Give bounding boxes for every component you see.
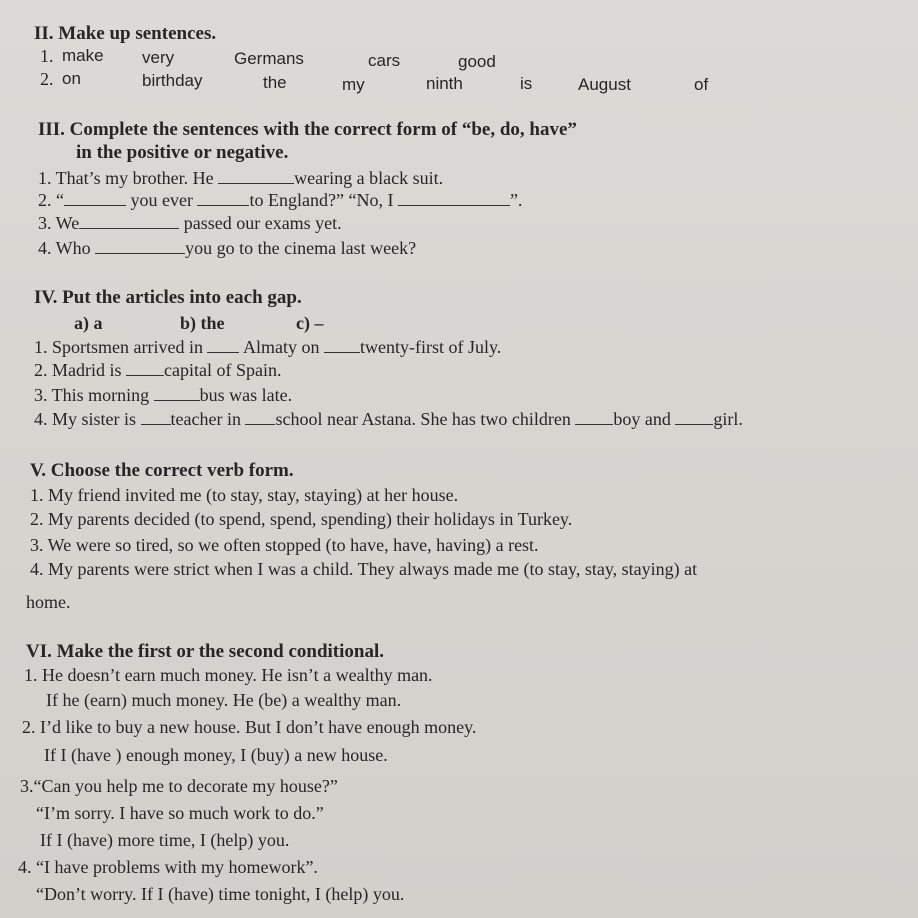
s3-item-3: [38, 212, 342, 234]
s3-item-4-start: 4. Who: [38, 238, 91, 258]
s5-item-4: 4. My parents were strict when I was a child. They always made me (to stay, stay, staying) at: [30, 559, 698, 579]
s4-item-1: [34, 336, 501, 358]
section-2-heading: II. Make up sentences.: [34, 23, 217, 44]
s4-item-4-blank-1[interactable]: [141, 408, 171, 425]
s4-item-4-mid-3: boy and: [613, 409, 671, 429]
s4-item-2-start: 2. Madrid is: [34, 360, 122, 380]
s4-item-4-blank-2[interactable]: [245, 408, 275, 425]
s4-option-b: b) the: [180, 313, 225, 333]
section-3-heading: III. Complete the sentences with the correct form of “be, do, have”: [38, 119, 577, 140]
s3-item-2-blank-1[interactable]: [64, 189, 126, 206]
s3-item-2: [38, 189, 522, 211]
s4-item-4-blank-4[interactable]: [675, 408, 713, 425]
section-5-heading: V. Choose the correct verb form.: [30, 460, 294, 481]
s4-item-1-end: twenty-first of July.: [360, 337, 502, 357]
s5-item-4-cont: home.: [26, 592, 71, 612]
s4-item-3-blank[interactable]: [154, 384, 200, 401]
s6-item-2-task: If I (have ) enough money, I (buy) a new house.: [44, 745, 388, 765]
s3-item-3-blank[interactable]: [79, 212, 179, 229]
s4-item-2: [34, 359, 281, 381]
s5-item-2: 2. My parents decided (to spend, spend, spending) their holidays in Turkey.: [30, 509, 573, 529]
s4-item-1-blank-1[interactable]: [207, 336, 239, 353]
s2-row1-word-4: cars: [368, 51, 401, 70]
s3-item-2-blank-3[interactable]: [398, 189, 510, 206]
s4-item-4-blank-3[interactable]: [575, 408, 613, 425]
s2-row1-word-1: make: [62, 46, 104, 65]
s3-item-1-end: wearing a black suit.: [294, 168, 444, 188]
s3-item-2-blank-2[interactable]: [197, 189, 249, 206]
section-3-heading-cont: in the positive or negative.: [76, 142, 289, 163]
s4-item-4-start: 4. My sister is: [34, 409, 137, 429]
s2-row1-number: 1.: [40, 46, 54, 66]
s4-item-4-mid-2: school near Astana. She has two children: [275, 409, 571, 429]
s2-row1-word-2: very: [142, 48, 175, 67]
s3-item-4-end: you go to the cinema last week?: [185, 238, 417, 258]
s5-item-3: 3. We were so tired, so we often stopped (to have, have, having) a rest.: [30, 535, 539, 555]
s2-row2-word-3: the: [263, 73, 287, 92]
s6-item-2: 2. I’d like to buy a new house. But I don’t have enough money.: [22, 717, 477, 737]
s6-item-4: 4. “I have problems with my homework”.: [18, 857, 318, 877]
s6-item-3-reply: “I’m sorry. I have so much work to do.”: [36, 803, 324, 823]
section-6-heading: VI. Make the first or the second conditional.: [26, 641, 384, 662]
s2-row2-word-7: August: [578, 75, 631, 94]
s4-item-1-start: 1. Sportsmen arrived in: [34, 337, 203, 357]
s6-item-4-task: “Don’t worry. If I (have) time tonight, I (help) you.: [36, 884, 405, 904]
s4-option-c: c) –: [296, 313, 324, 333]
s4-item-2-end: capital of Spain.: [164, 360, 282, 380]
s4-item-4-mid-1: teacher in: [170, 409, 241, 429]
s2-row2-number: 2.: [40, 69, 54, 89]
s4-item-4-end: girl.: [713, 409, 743, 429]
s3-item-3-start: 3. We: [38, 213, 80, 233]
s4-item-3: [34, 384, 292, 406]
s4-option-a: a) a: [74, 313, 103, 333]
s3-item-3-end: passed our exams yet.: [183, 213, 342, 233]
s5-item-1: 1. My friend invited me (to stay, stay, staying) at her house.: [30, 485, 459, 505]
s6-item-3: 3.“Can you help me to decorate my house?”: [20, 776, 338, 796]
s2-row1-word-5: good: [458, 52, 496, 71]
s3-item-4-blank[interactable]: [95, 237, 185, 254]
s4-item-1-mid: Almaty on: [243, 337, 320, 357]
s4-item-2-blank[interactable]: [126, 359, 164, 376]
s3-item-2-start: 2. “: [38, 190, 64, 210]
s2-row1-word-3: Germans: [234, 49, 304, 68]
s3-item-2-mid-1: you ever: [130, 190, 193, 210]
s3-item-1: [38, 167, 443, 189]
s2-row2-word-8: of: [694, 75, 709, 94]
s6-item-3-task: If I (have) more time, I (help) you.: [40, 830, 290, 850]
s3-item-1-start: 1. That’s my brother. He: [38, 168, 214, 188]
s3-item-2-end: ”.: [509, 190, 523, 210]
s2-row2-word-4: my: [342, 75, 365, 94]
s4-item-4: [34, 408, 743, 430]
s4-item-1-blank-2[interactable]: [324, 336, 360, 353]
s6-item-1: 1. He doesn’t earn much money. He isn’t a wealthy man.: [24, 665, 433, 685]
s4-item-3-start: 3. This morning: [34, 385, 150, 405]
s2-row2-word-5: ninth: [426, 74, 463, 93]
s2-row2-word-1: on: [62, 69, 81, 88]
s4-item-3-end: bus was late.: [199, 385, 293, 405]
s2-row2-word-2: birthday: [142, 71, 203, 90]
s6-item-1-task: If he (earn) much money. He (be) a wealthy man.: [46, 690, 402, 710]
s3-item-4: [38, 237, 416, 259]
s3-item-1-blank[interactable]: [218, 167, 294, 184]
s2-row2-word-6: is: [520, 74, 533, 93]
section-4-heading: IV. Put the articles into each gap.: [34, 287, 302, 308]
s3-item-2-mid-2: to England?” “No, I: [249, 190, 394, 210]
